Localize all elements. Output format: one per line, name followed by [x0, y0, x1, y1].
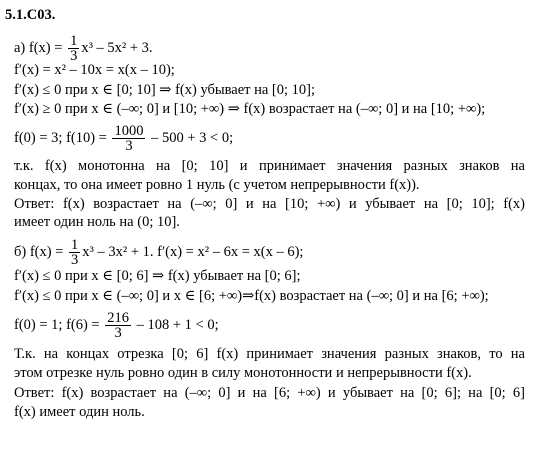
part-b-values — [14, 311, 219, 340]
problem-number: 5.1.C03. — [5, 7, 56, 23]
part-a-answer-line-2: имеет один ноль на (0; 10]. — [14, 214, 180, 230]
part-b-values-fraction — [105, 311, 131, 340]
part-a-function — [14, 34, 153, 63]
part-b-values-den: 3 — [114, 325, 122, 341]
part-a-values-lhs: f(0) = 3; f(10) = — [14, 129, 111, 146]
part-b-explain-line-2: этом отрезке нуль ровно один в силу монотонности и непрерывности f(x). — [14, 365, 472, 381]
part-a-label: а) — [14, 39, 26, 56]
part-a-frac-num: 1 — [70, 33, 78, 49]
part-a-derivative: f′(x) = x² – 10x = x(x – 10); — [14, 62, 175, 78]
part-b-explain-line-1: Т.к. на концах отрезка [0; 6] f(x) принимает значения разных знаков, то на — [14, 346, 525, 362]
part-b-values-rest: – 108 + 1 < 0; — [132, 316, 219, 333]
part-b-func-rest: x³ – 3x² + 1. f′(x) = x² – 6x = x(x – 6); — [82, 243, 304, 260]
part-a-explain-line-1: т.к. f(x) монотонна на [0; 10] и принимает значения разных знаков на — [14, 158, 525, 174]
part-b-answer-line-1: Ответ: f(x) возрастает на (–∞; 0] и на [6; +∞) и убывает на [0; 6]; на [0; 6] — [14, 385, 525, 401]
part-b-frac-den: 3 — [71, 252, 79, 268]
part-a-values — [14, 124, 233, 153]
part-b-decreasing: f′(x) ≤ 0 при x ∈ [0; 6] ⇒ f(x) убывает на [0; 6]; — [14, 268, 301, 284]
part-a-func-lhs: f(x) = — [28, 39, 67, 56]
part-a-fraction — [68, 34, 79, 63]
part-b-answer-line-2: f(x) имеет один ноль. — [14, 404, 145, 420]
part-b-fraction — [69, 238, 80, 267]
part-a-explain-line-2: концах, то она имеет ровно 1 нуль (с учетом непрерывности f(x)). — [14, 177, 420, 193]
part-a-values-rest: – 500 + 3 < 0; — [147, 129, 234, 146]
part-a-frac-den: 3 — [70, 48, 78, 64]
part-a-func-rest: x³ – 5x² + 3. — [81, 39, 153, 56]
part-b-values-num: 216 — [107, 310, 129, 326]
part-a-values-den: 3 — [125, 138, 133, 154]
part-b-frac-num: 1 — [71, 237, 79, 253]
part-b-function — [14, 238, 303, 267]
part-a-values-fraction — [112, 124, 145, 153]
part-a-answer-line-1: Ответ: f(x) возрастает на (–∞; 0] и на [10; +∞) и убывает на [0; 10]; f(x) — [14, 196, 525, 212]
part-a-increasing: f′(x) ≥ 0 при x ∈ (–∞; 0] и [10; +∞) ⇒ f(x) возрастает на (–∞; 0] и на [10; +∞); — [14, 101, 486, 117]
part-b-increasing: f′(x) ≤ 0 при x ∈ (–∞; 0] и x ∈ [6; +∞)⇒f(x) возрастает на (–∞; 0] и на [6; +∞); — [14, 288, 489, 304]
part-b-func-lhs: f(x) = — [29, 243, 68, 260]
part-a-decreasing: f′(x) ≤ 0 при x ∈ [0; 10] ⇒ f(x) убывает на [0; 10]; — [14, 82, 316, 98]
part-a-values-num: 1000 — [114, 123, 144, 139]
part-b-values-lhs: f(0) = 1; f(6) = — [14, 316, 104, 333]
part-b-label: б) — [14, 243, 27, 260]
